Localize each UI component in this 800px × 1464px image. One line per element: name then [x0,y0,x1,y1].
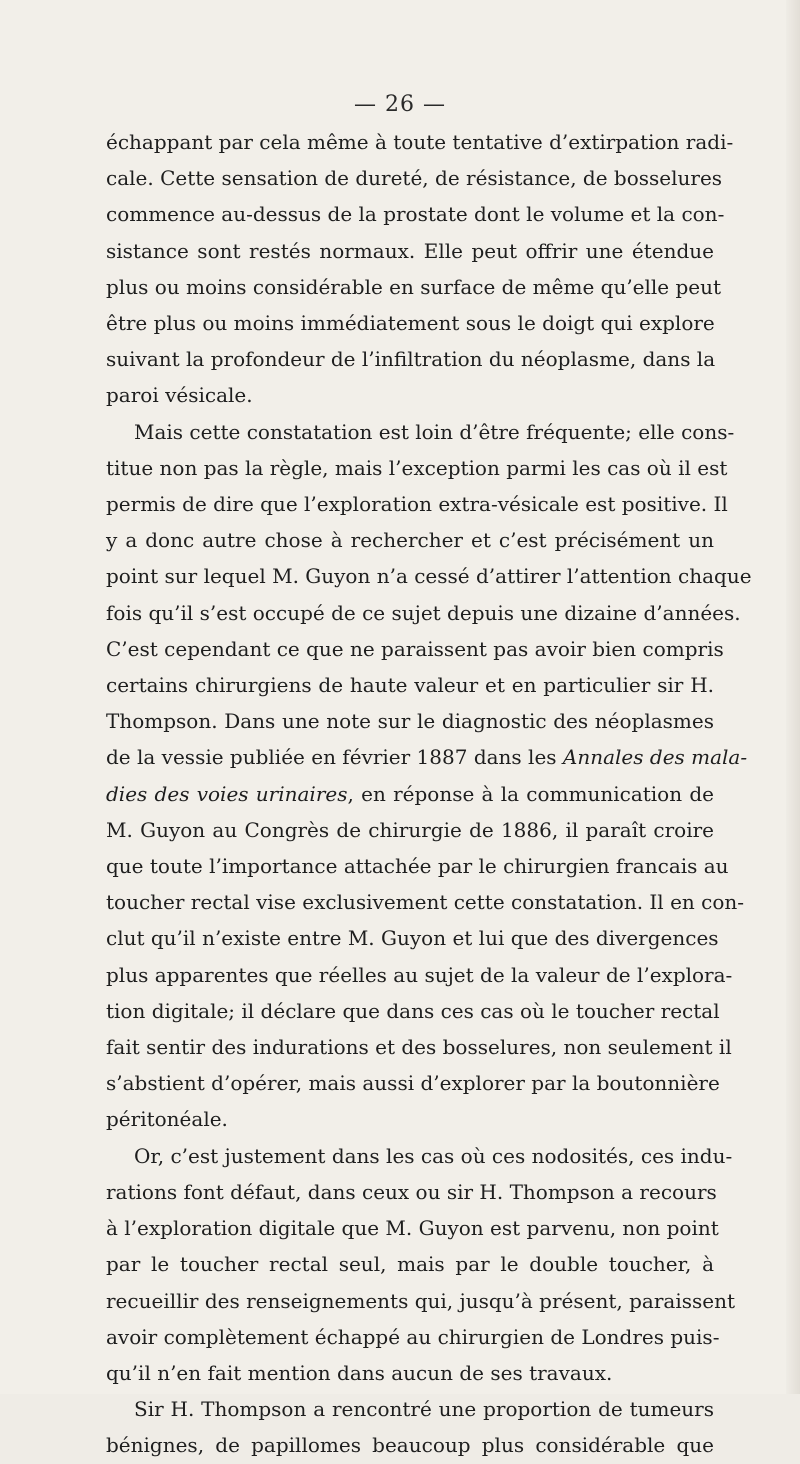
text-line: commence au-dessus de la prostate dont le volume et la con- [106,202,725,227]
text-line: avoir complètement échappé au chirurgien de Londres puis- [106,1324,720,1349]
text-segment: , en réponse à la communication de [347,781,714,806]
text-line: y a donc autre chose à rechercher et c’est précisément un [106,528,714,553]
text-line: titue non pas la règle, mais l’exception parmi les cas où il est [106,455,728,480]
text-line: par le toucher rectal seul, mais par le double toucher, à [106,1252,714,1277]
text-line: péritonéale. [106,1107,228,1132]
text-line: point sur lequel M. Guyon n’a cessé d’attirer l’attention chaque [106,564,752,589]
text-line: Sir H. Thompson a rencontré une proportion de tumeurs [134,1397,714,1422]
text-line: paroi vésicale. [106,383,253,408]
text-line: plus ou moins considérable en surface de même qu’elle peut [106,274,722,299]
text-line-mixed [106,739,748,775]
text-segment: de la vessie publiée en février 1887 dans les [106,745,563,770]
text-line: C’est cependant ce que ne paraissent pas avoir bien compris [106,636,724,661]
body-text [106,124,752,1464]
page-edge-shadow [786,0,800,1394]
text-line: à l’exploration digitale que M. Guyon est parvenu, non point [106,1216,719,1241]
journal-title-italic: Annales des mala- [562,745,748,770]
text-line: M. Guyon au Congrès de chirurgie de 1886, il paraît croire [106,817,714,842]
text-line: échappant par cela même à toute tentative d’extirpation radi- [106,130,734,154]
text-line: clut qu’il n’existe entre M. Guyon et lui que des divergences [106,926,719,951]
text-line: être plus ou moins immédiatement sous le doigt qui explore [106,311,715,336]
text-line: Thompson. Dans une note sur le diagnostic des néoplasmes [106,709,714,734]
text-line: rations font défaut, dans ceux ou sir H. Thompson a recours [106,1179,717,1204]
text-line: cale. Cette sensation de dureté, de résistance, de bosselures [106,166,723,191]
text-line: toucher rectal vise exclusivement cette constatation. Il en con- [106,890,745,915]
page-number: — 26 — [354,92,446,117]
text-line: fait sentir des indurations et des bosselures, non seulement il [106,1035,732,1060]
text-line-mixed [106,776,714,812]
text-line: plus apparentes que réelles au sujet de la valeur de l’explora- [106,962,733,987]
text-line: que toute l’importance attachée par le chirurgien francais au [106,854,729,879]
text-line: tion digitale; il déclare que dans ces cas où le toucher rectal [106,998,720,1023]
text-line: Mais cette constatation est loin d’être fréquente; elle cons- [134,419,735,444]
text-line: recueillir des renseignements qui, jusqu’à présent, paraissent [106,1288,735,1313]
journal-title-italic: dies des voies urinaires [106,781,348,806]
text-line: permis de dire que l’exploration extra-vésicale est positive. Il [106,492,728,517]
text-line: qu’il n’en fait mention dans aucun de ses travaux. [106,1360,613,1385]
text-line: certains chirurgiens de haute valeur et en particulier sir H. [106,673,714,698]
text-line: suivant la profondeur de l’infiltration du néoplasme, dans la [106,347,716,372]
text-line: bénignes, de papillomes beaucoup plus considérable que [106,1433,714,1458]
text-line: sistance sont restés normaux. Elle peut offrir une étendue [106,238,714,263]
text-line: fois qu’il s’est occupé de ce sujet depuis une dizaine d’années. [106,600,741,625]
text-line: s’abstient d’opérer, mais aussi d’explorer par la boutonnière [106,1071,720,1096]
text-line: Or, c’est justement dans les cas où ces nodosités, ces indu- [134,1143,733,1168]
